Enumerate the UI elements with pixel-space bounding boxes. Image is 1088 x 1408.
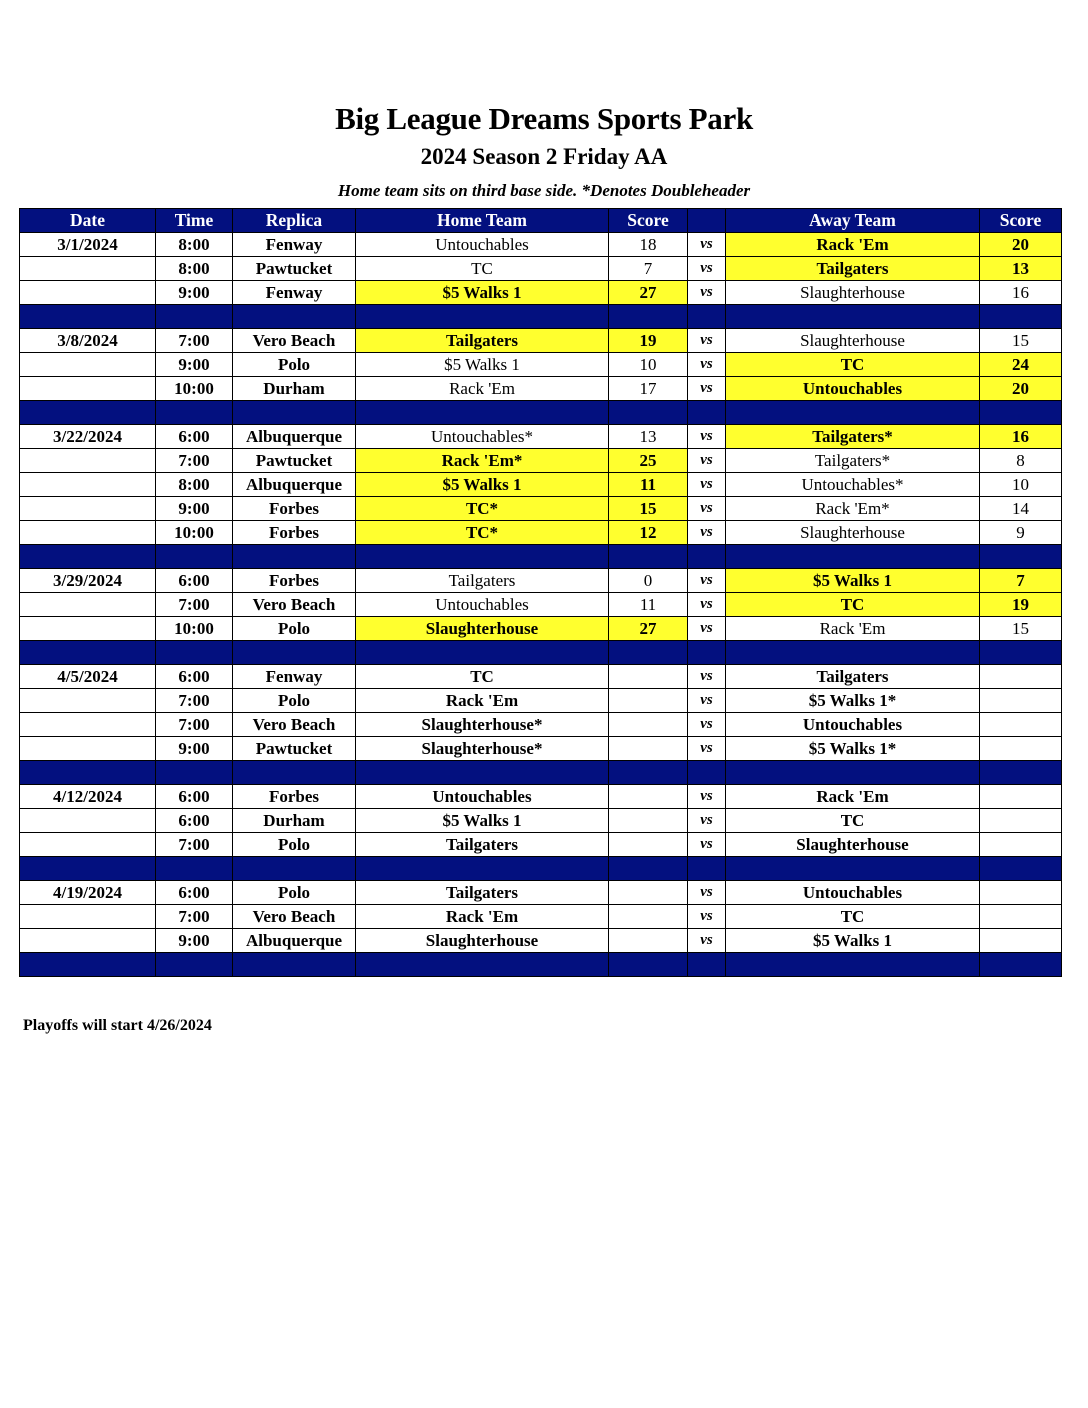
cell-replica: Albuquerque <box>233 929 356 953</box>
schedule-table <box>19 208 1062 977</box>
cell-date: 4/12/2024 <box>20 785 156 809</box>
cell-away-score: 8 <box>980 449 1062 473</box>
week-separator-row <box>20 761 1062 785</box>
cell-home-team: $5 Walks 1 <box>356 281 609 305</box>
cell-away-score: 15 <box>980 329 1062 353</box>
cell-vs: vs <box>688 257 726 281</box>
cell-vs: vs <box>688 809 726 833</box>
cell-vs: vs <box>688 377 726 401</box>
week-separator-row <box>20 305 1062 329</box>
cell-away-team: Rack 'Em <box>726 785 980 809</box>
table-row <box>20 353 1062 377</box>
cell-time: 7:00 <box>156 449 233 473</box>
table-row <box>20 521 1062 545</box>
schedule-note: Home team sits on third base side. *Denotes Doubleheader <box>337 181 751 200</box>
cell-vs: vs <box>688 233 726 257</box>
cell-date <box>20 905 156 929</box>
cell-home-team: Rack 'Em <box>356 689 609 713</box>
cell-home-team: $5 Walks 1 <box>356 809 609 833</box>
separator-cell <box>20 953 156 977</box>
separator-cell <box>688 545 726 569</box>
cell-vs: vs <box>688 353 726 377</box>
separator-cell <box>980 857 1062 881</box>
header-row <box>20 209 1062 233</box>
cell-home-team: TC* <box>356 521 609 545</box>
cell-time: 6:00 <box>156 665 233 689</box>
separator-cell <box>233 761 356 785</box>
cell-time: 9:00 <box>156 929 233 953</box>
cell-away-team: $5 Walks 1 <box>726 929 980 953</box>
cell-home-score <box>609 665 688 689</box>
cell-away-team: Tailgaters <box>726 665 980 689</box>
cell-away-team: Untouchables* <box>726 473 980 497</box>
cell-away-team: TC <box>726 353 980 377</box>
separator-cell <box>688 761 726 785</box>
cell-away-team: $5 Walks 1* <box>726 689 980 713</box>
cell-away-score: 10 <box>980 473 1062 497</box>
cell-replica: Polo <box>233 833 356 857</box>
cell-vs: vs <box>688 713 726 737</box>
cell-replica: Albuquerque <box>233 473 356 497</box>
separator-cell <box>20 761 156 785</box>
cell-time: 9:00 <box>156 353 233 377</box>
header-away-score: Score <box>980 209 1062 233</box>
cell-home-score <box>609 689 688 713</box>
cell-home-score <box>609 929 688 953</box>
cell-away-score: 20 <box>980 233 1062 257</box>
cell-home-team: Untouchables <box>356 785 609 809</box>
cell-home-team: $5 Walks 1 <box>356 473 609 497</box>
separator-cell <box>980 305 1062 329</box>
cell-time: 9:00 <box>156 497 233 521</box>
cell-time: 9:00 <box>156 281 233 305</box>
table-row <box>20 665 1062 689</box>
cell-home-score: 17 <box>609 377 688 401</box>
cell-home-team: Untouchables <box>356 233 609 257</box>
cell-vs: vs <box>688 617 726 641</box>
cell-away-team: Slaughterhouse <box>726 281 980 305</box>
cell-vs: vs <box>688 449 726 473</box>
week-separator-row <box>20 953 1062 977</box>
header-home-team: Home Team <box>356 209 609 233</box>
cell-home-score: 25 <box>609 449 688 473</box>
separator-cell <box>726 857 980 881</box>
separator-cell <box>20 545 156 569</box>
table-row <box>20 473 1062 497</box>
header-away-team: Away Team <box>726 209 980 233</box>
cell-vs: vs <box>688 737 726 761</box>
table-row <box>20 833 1062 857</box>
cell-away-score: 16 <box>980 425 1062 449</box>
cell-date: 3/22/2024 <box>20 425 156 449</box>
cell-away-score <box>980 929 1062 953</box>
cell-away-score: 15 <box>980 617 1062 641</box>
table-row <box>20 689 1062 713</box>
table-row <box>20 377 1062 401</box>
cell-away-score <box>980 881 1062 905</box>
cell-time: 6:00 <box>156 785 233 809</box>
separator-cell <box>609 761 688 785</box>
cell-away-team: Slaughterhouse <box>726 521 980 545</box>
cell-replica: Durham <box>233 809 356 833</box>
cell-home-score: 11 <box>609 593 688 617</box>
cell-time: 6:00 <box>156 569 233 593</box>
separator-cell <box>609 857 688 881</box>
cell-home-team: Rack 'Em <box>356 377 609 401</box>
schedule-body <box>20 233 1062 977</box>
cell-home-team: TC <box>356 257 609 281</box>
cell-date: 3/8/2024 <box>20 329 156 353</box>
cell-away-team: TC <box>726 809 980 833</box>
cell-time: 8:00 <box>156 233 233 257</box>
page-title: Big League Dreams Sports Park <box>335 101 753 136</box>
separator-cell <box>233 545 356 569</box>
cell-home-score: 11 <box>609 473 688 497</box>
separator-cell <box>233 953 356 977</box>
separator-cell <box>156 761 233 785</box>
separator-cell <box>233 305 356 329</box>
cell-date <box>20 521 156 545</box>
cell-time: 8:00 <box>156 257 233 281</box>
playoffs-note: Playoffs will start 4/26/2024 <box>23 1017 212 1034</box>
table-row <box>20 737 1062 761</box>
separator-cell <box>726 641 980 665</box>
separator-cell <box>233 641 356 665</box>
cell-replica: Durham <box>233 377 356 401</box>
cell-home-team: Tailgaters <box>356 881 609 905</box>
table-row <box>20 569 1062 593</box>
table-row <box>20 905 1062 929</box>
cell-replica: Vero Beach <box>233 713 356 737</box>
cell-vs: vs <box>688 929 726 953</box>
week-separator-row <box>20 857 1062 881</box>
header-vs <box>688 209 726 233</box>
cell-home-score: 27 <box>609 281 688 305</box>
table-row <box>20 449 1062 473</box>
cell-away-score <box>980 737 1062 761</box>
header-home-score: Score <box>609 209 688 233</box>
separator-cell <box>233 401 356 425</box>
cell-replica: Forbes <box>233 521 356 545</box>
header-date: Date <box>20 209 156 233</box>
cell-home-score: 18 <box>609 233 688 257</box>
separator-cell <box>20 305 156 329</box>
separator-cell <box>688 857 726 881</box>
table-row <box>20 785 1062 809</box>
table-row <box>20 929 1062 953</box>
cell-vs: vs <box>688 497 726 521</box>
cell-home-score <box>609 809 688 833</box>
cell-time: 7:00 <box>156 689 233 713</box>
separator-cell <box>156 857 233 881</box>
cell-home-score: 0 <box>609 569 688 593</box>
cell-vs: vs <box>688 785 726 809</box>
cell-home-score <box>609 905 688 929</box>
cell-away-team: $5 Walks 1* <box>726 737 980 761</box>
cell-home-score: 12 <box>609 521 688 545</box>
table-row <box>20 593 1062 617</box>
cell-time: 10:00 <box>156 521 233 545</box>
cell-away-score <box>980 689 1062 713</box>
separator-cell <box>20 857 156 881</box>
cell-home-team: Tailgaters <box>356 569 609 593</box>
cell-time: 7:00 <box>156 713 233 737</box>
cell-home-score: 15 <box>609 497 688 521</box>
cell-date <box>20 929 156 953</box>
separator-cell <box>726 545 980 569</box>
separator-cell <box>356 305 609 329</box>
cell-replica: Fenway <box>233 281 356 305</box>
cell-time: 10:00 <box>156 617 233 641</box>
cell-away-score <box>980 905 1062 929</box>
cell-away-team: Tailgaters <box>726 257 980 281</box>
cell-date: 4/19/2024 <box>20 881 156 905</box>
separator-cell <box>356 641 609 665</box>
cell-home-score <box>609 713 688 737</box>
separator-cell <box>688 641 726 665</box>
table-row <box>20 881 1062 905</box>
cell-home-score: 10 <box>609 353 688 377</box>
page-subtitle: 2024 Season 2 Friday AA <box>420 144 668 169</box>
header-time: Time <box>156 209 233 233</box>
cell-replica: Albuquerque <box>233 425 356 449</box>
cell-date <box>20 377 156 401</box>
separator-cell <box>233 857 356 881</box>
cell-time: 6:00 <box>156 425 233 449</box>
cell-home-team: TC <box>356 665 609 689</box>
separator-cell <box>356 857 609 881</box>
cell-away-score <box>980 785 1062 809</box>
cell-vs: vs <box>688 425 726 449</box>
cell-vs: vs <box>688 521 726 545</box>
cell-home-score: 19 <box>609 329 688 353</box>
cell-home-score <box>609 785 688 809</box>
separator-cell <box>609 401 688 425</box>
cell-away-score <box>980 713 1062 737</box>
cell-time: 7:00 <box>156 329 233 353</box>
separator-cell <box>726 401 980 425</box>
separator-cell <box>726 761 980 785</box>
header-replica: Replica <box>233 209 356 233</box>
cell-vs: vs <box>688 833 726 857</box>
table-row <box>20 233 1062 257</box>
separator-cell <box>20 641 156 665</box>
cell-vs: vs <box>688 665 726 689</box>
cell-date <box>20 353 156 377</box>
cell-vs: vs <box>688 569 726 593</box>
cell-home-team: Tailgaters <box>356 329 609 353</box>
cell-home-score <box>609 737 688 761</box>
cell-away-team: Rack 'Em <box>726 233 980 257</box>
cell-replica: Vero Beach <box>233 329 356 353</box>
cell-home-team: Slaughterhouse* <box>356 737 609 761</box>
table-row <box>20 809 1062 833</box>
cell-date <box>20 809 156 833</box>
cell-time: 9:00 <box>156 737 233 761</box>
cell-home-team: Tailgaters <box>356 833 609 857</box>
table-row <box>20 329 1062 353</box>
separator-cell <box>980 401 1062 425</box>
cell-replica: Forbes <box>233 497 356 521</box>
cell-date <box>20 617 156 641</box>
separator-cell <box>609 545 688 569</box>
separator-cell <box>356 545 609 569</box>
cell-date <box>20 737 156 761</box>
cell-replica: Fenway <box>233 665 356 689</box>
cell-date <box>20 713 156 737</box>
cell-replica: Vero Beach <box>233 905 356 929</box>
separator-cell <box>356 401 609 425</box>
cell-date <box>20 689 156 713</box>
cell-home-team: $5 Walks 1 <box>356 353 609 377</box>
cell-away-score: 9 <box>980 521 1062 545</box>
cell-replica: Polo <box>233 353 356 377</box>
cell-replica: Pawtucket <box>233 737 356 761</box>
separator-cell <box>609 641 688 665</box>
table-row <box>20 497 1062 521</box>
cell-replica: Pawtucket <box>233 257 356 281</box>
cell-home-team: TC* <box>356 497 609 521</box>
cell-time: 7:00 <box>156 593 233 617</box>
cell-home-score <box>609 833 688 857</box>
cell-away-score <box>980 833 1062 857</box>
cell-away-team: Slaughterhouse <box>726 833 980 857</box>
table-row <box>20 713 1062 737</box>
cell-away-team: Untouchables <box>726 377 980 401</box>
cell-replica: Forbes <box>233 569 356 593</box>
cell-away-score: 16 <box>980 281 1062 305</box>
cell-away-team: $5 Walks 1 <box>726 569 980 593</box>
cell-home-score: 7 <box>609 257 688 281</box>
cell-replica: Polo <box>233 617 356 641</box>
cell-time: 6:00 <box>156 881 233 905</box>
week-separator-row <box>20 401 1062 425</box>
separator-cell <box>980 953 1062 977</box>
cell-date: 4/5/2024 <box>20 665 156 689</box>
cell-away-score <box>980 665 1062 689</box>
separator-cell <box>688 401 726 425</box>
cell-away-team: Rack 'Em <box>726 617 980 641</box>
week-separator-row <box>20 641 1062 665</box>
cell-time: 6:00 <box>156 809 233 833</box>
cell-away-score: 19 <box>980 593 1062 617</box>
cell-vs: vs <box>688 689 726 713</box>
cell-away-team: Tailgaters* <box>726 449 980 473</box>
cell-away-team: Untouchables <box>726 881 980 905</box>
cell-vs: vs <box>688 473 726 497</box>
separator-cell <box>156 953 233 977</box>
separator-cell <box>609 305 688 329</box>
cell-home-team: Rack 'Em* <box>356 449 609 473</box>
table-row <box>20 425 1062 449</box>
cell-away-team: Untouchables <box>726 713 980 737</box>
separator-cell <box>609 953 688 977</box>
table-row <box>20 617 1062 641</box>
separator-cell <box>688 305 726 329</box>
cell-date <box>20 833 156 857</box>
cell-home-team: Untouchables* <box>356 425 609 449</box>
cell-replica: Pawtucket <box>233 449 356 473</box>
separator-cell <box>356 761 609 785</box>
cell-time: 8:00 <box>156 473 233 497</box>
separator-cell <box>980 761 1062 785</box>
cell-date <box>20 449 156 473</box>
cell-home-team: Rack 'Em <box>356 905 609 929</box>
cell-away-team: Tailgaters* <box>726 425 980 449</box>
separator-cell <box>156 401 233 425</box>
separator-cell <box>156 305 233 329</box>
cell-date <box>20 257 156 281</box>
separator-cell <box>356 953 609 977</box>
cell-away-score: 7 <box>980 569 1062 593</box>
cell-away-team: TC <box>726 905 980 929</box>
cell-vs: vs <box>688 881 726 905</box>
cell-home-score: 27 <box>609 617 688 641</box>
separator-cell <box>980 641 1062 665</box>
cell-vs: vs <box>688 329 726 353</box>
separator-cell <box>980 545 1062 569</box>
cell-time: 10:00 <box>156 377 233 401</box>
cell-away-team: Rack 'Em* <box>726 497 980 521</box>
separator-cell <box>726 305 980 329</box>
cell-away-team: Slaughterhouse <box>726 329 980 353</box>
cell-away-team: TC <box>726 593 980 617</box>
cell-away-score: 24 <box>980 353 1062 377</box>
cell-date <box>20 593 156 617</box>
cell-time: 7:00 <box>156 905 233 929</box>
cell-vs: vs <box>688 905 726 929</box>
cell-home-score <box>609 881 688 905</box>
cell-away-score: 14 <box>980 497 1062 521</box>
cell-replica: Polo <box>233 881 356 905</box>
cell-date: 3/29/2024 <box>20 569 156 593</box>
cell-replica: Vero Beach <box>233 593 356 617</box>
cell-away-score: 20 <box>980 377 1062 401</box>
week-separator-row <box>20 545 1062 569</box>
separator-cell <box>688 953 726 977</box>
cell-home-team: Untouchables <box>356 593 609 617</box>
cell-replica: Forbes <box>233 785 356 809</box>
separator-cell <box>156 545 233 569</box>
cell-away-score <box>980 809 1062 833</box>
cell-date: 3/1/2024 <box>20 233 156 257</box>
cell-home-team: Slaughterhouse <box>356 617 609 641</box>
cell-away-score: 13 <box>980 257 1062 281</box>
cell-date <box>20 281 156 305</box>
cell-replica: Polo <box>233 689 356 713</box>
separator-cell <box>20 401 156 425</box>
cell-vs: vs <box>688 593 726 617</box>
cell-home-team: Slaughterhouse <box>356 929 609 953</box>
cell-replica: Fenway <box>233 233 356 257</box>
cell-home-team: Slaughterhouse* <box>356 713 609 737</box>
separator-cell <box>726 953 980 977</box>
cell-date <box>20 497 156 521</box>
table-row <box>20 257 1062 281</box>
cell-date <box>20 473 156 497</box>
cell-home-score: 13 <box>609 425 688 449</box>
table-row <box>20 281 1062 305</box>
cell-time: 7:00 <box>156 833 233 857</box>
cell-vs: vs <box>688 281 726 305</box>
separator-cell <box>156 641 233 665</box>
